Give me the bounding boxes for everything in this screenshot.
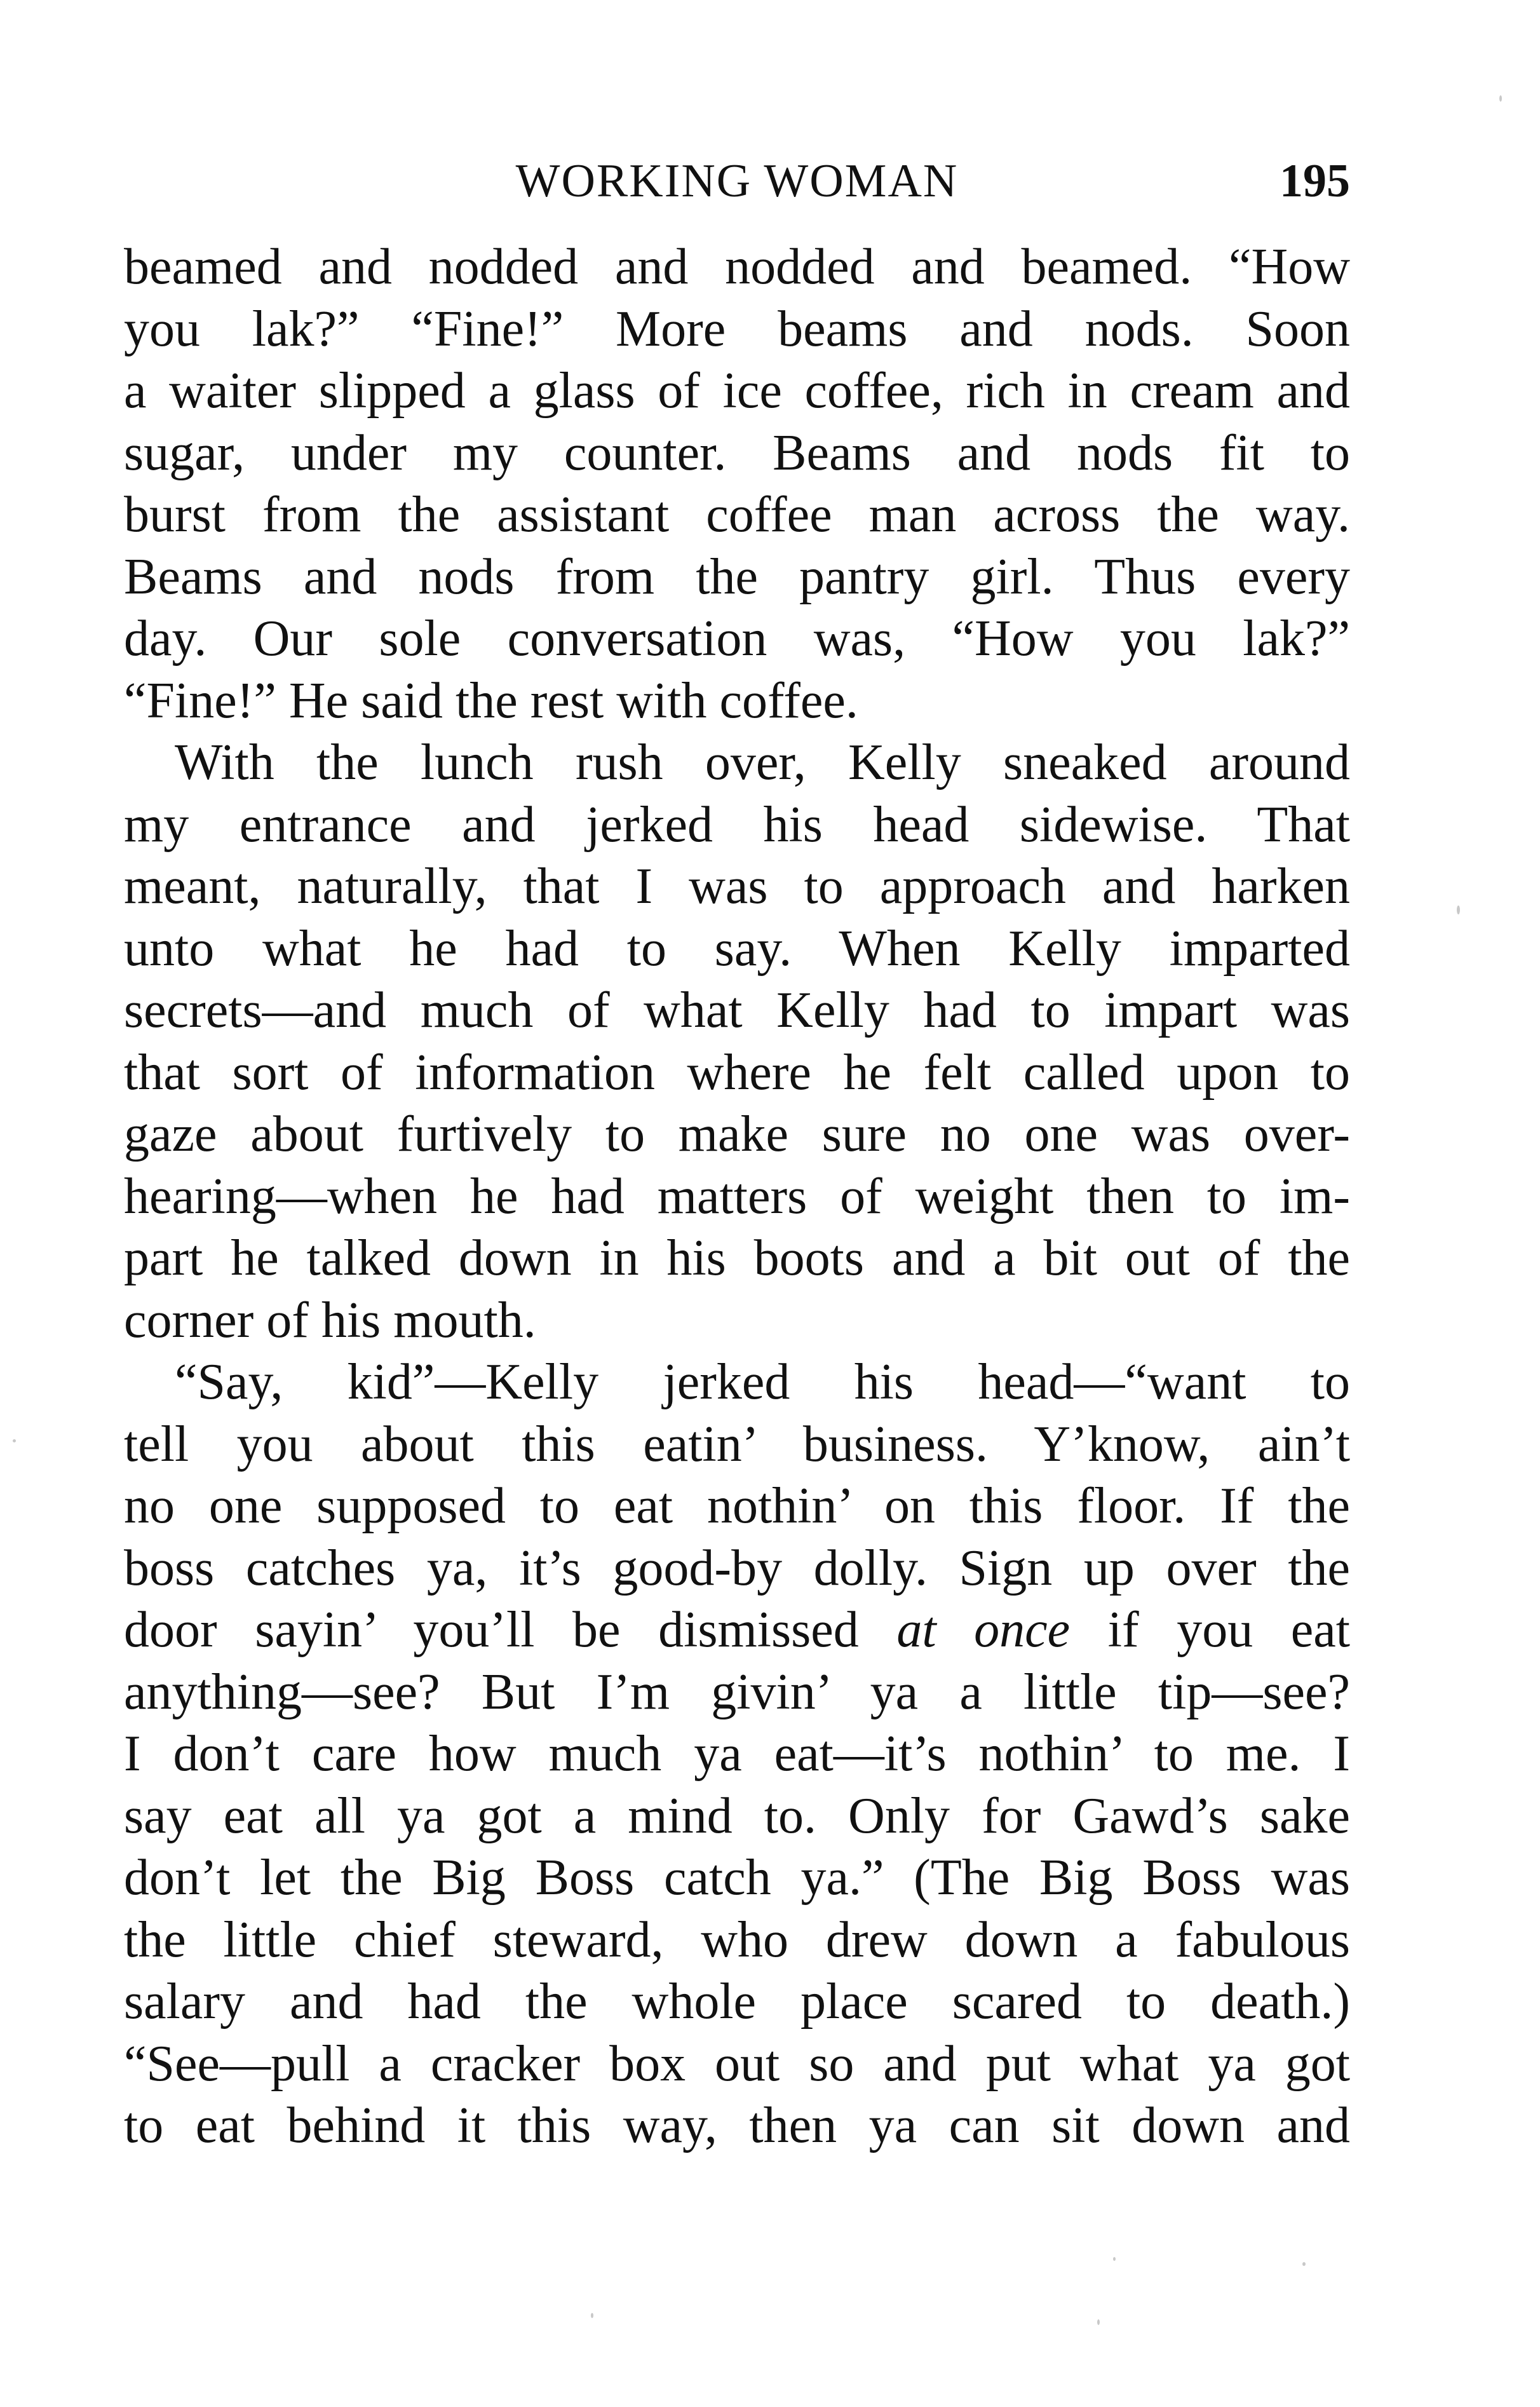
paper-speck [1499,95,1502,102]
text-segment: door sayin’ you’ll be dismissed [124,1602,859,1658]
text-line: beamed and nodded and nodded and beamed. “How [124,239,1350,295]
text-line: corner of his mouth. [124,1292,536,1348]
page-number: 195 [1280,155,1350,207]
text-line: salary and had the whole place scared to death.) [124,1974,1350,2030]
text-line: boss catches ya, it’s good-by dolly. Sign up over the [124,1540,1350,1596]
text-line: “Say, kid”—Kelly jerked his head—“want to [175,1354,1350,1410]
text-line: anything—see? But I’m givin’ ya a little tip—see? [124,1664,1350,1720]
text-line-with-emphasis [124,1599,1350,1662]
text-line: “See—pull a cracker box out so and put what ya got [124,2035,1350,2092]
text-line: you lak?” “Fine!” More beams and nods. Soon [124,301,1350,357]
text-line: I don’t care how much ya eat—it’s nothin’ to me. I [124,1726,1350,1782]
paper-speck [1097,2319,1100,2325]
text-line: say eat all ya got a mind to. Only for Gawd’s sake [124,1787,1350,1844]
text-line: no one supposed to eat nothin’ on this floor. If the [124,1478,1350,1534]
paper-speck [13,1439,16,1442]
text-line: With the lunch rush over, Kelly sneaked around [175,735,1350,790]
text-line: meant, naturally, that I was to approach and harken [124,858,1350,914]
text-line: to eat behind it this way, then ya can sit down and [124,2098,1350,2153]
text-line: Beams and nods from the pantry girl. Thus every [124,548,1350,605]
text-segment: if you eat [1107,1602,1351,1658]
running-head [124,153,1350,210]
text-line: a waiter slipped a glass of ice coffee, rich in cream and [124,363,1350,419]
body-text [124,236,1350,2157]
running-title: WORKING WOMAN [515,155,959,207]
paper-speck [1457,905,1460,914]
text-line: day. Our sole conversation was, “How you lak?” [124,611,1350,667]
paper-speck [591,2313,593,2318]
text-line: gaze about furtively to make sure no one was over- [124,1106,1350,1162]
text-line: unto what he had to say. When Kelly imparted [124,920,1350,977]
text-line: “Fine!” He said the rest with coffee. [124,672,858,729]
text-line: tell you about this eatin’ business. Y’know, ain’t [124,1416,1350,1472]
text-line: part he talked down in his boots and a bit out of the [124,1230,1350,1286]
text-line: secrets—and much of what Kelly had to impart was [124,982,1350,1038]
text-line: my entrance and jerked his head sidewise. That [124,796,1350,853]
text-line: hearing—when he had matters of weight then to im- [124,1168,1350,1224]
text-line: that sort of information where he felt called upon to [124,1044,1350,1101]
text-line: don’t let the Big Boss catch ya.” (The Big Boss was [124,1850,1350,1906]
paper-speck [1302,2262,1306,2266]
paper-speck [1113,2257,1116,2261]
text-line: burst from the assistant coffee man across the way. [124,487,1350,543]
text-line: sugar, under my counter. Beams and nods fit to [124,424,1350,481]
text-line: the little chief steward, who drew down a fabulous [124,1911,1350,1968]
emphasis-text: at once [896,1602,1071,1658]
